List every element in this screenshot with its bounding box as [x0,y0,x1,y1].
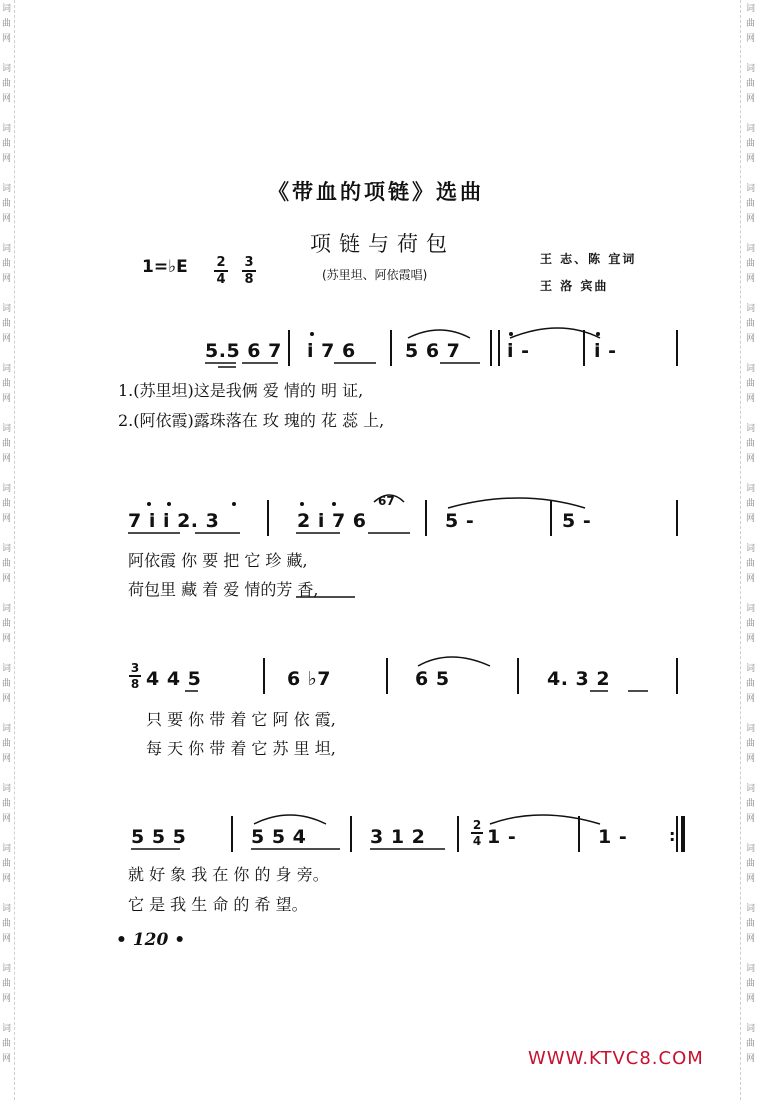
key-signature: 1=♭E [142,257,188,277]
system3-verse1-lyrics: 只 要 你 带 着 它 阿 依 霞, [146,710,336,729]
watermark-text: 词 曲 网 [746,64,756,104]
watermark-text: 词 曲 网 [2,424,12,464]
watermark-text: 词 曲 网 [746,964,756,1004]
watermark-text: 词 曲 网 [746,1024,756,1064]
watermark-text: 词 曲 网 [746,184,756,224]
system2-measure-2: 2 i 7 6 [297,510,367,532]
system4-verse2-lyrics: 它 是 我 生 命 的 希 望。 [128,895,308,914]
system4-measure-5: 1 - [598,826,628,848]
composer-credit: 王 洛 宾曲 [540,279,609,293]
watermark-text: 词 曲 网 [746,664,756,704]
watermark-text: 词 曲 网 [2,244,12,284]
time-signature-2-4: 2 4 [214,256,228,286]
watermark-text: 词 曲 网 [2,64,12,104]
watermark-text: 词 曲 网 [746,844,756,884]
watermark-text: 词 曲 网 [746,724,756,764]
system4-measure-1: 5 5 5 [131,826,187,848]
watermark-text: 词 曲 网 [2,304,12,344]
system3-verse2-lyrics: 每 天 你 带 着 它 苏 里 坦, [146,739,336,758]
watermark-text: 词 曲 网 [2,4,12,44]
system4-measure-3: 3 1 2 [370,826,426,848]
watermark-text: 词 曲 网 [746,304,756,344]
system3-measure-1: 4 4 5 [146,668,202,690]
lyricist-credit: 王 志、陈 宜词 [540,252,637,266]
watermark-text: 词 曲 网 [2,784,12,824]
system1-verse2-lyrics: 2.(阿依霞)露珠落在 玫 瑰的 花 蕊 上, [118,411,385,430]
watermark-text: 词 曲 网 [746,604,756,644]
watermark-text: 词 曲 网 [2,184,12,224]
site-url[interactable]: WWW.KTVC8.COM [528,1048,704,1069]
system4-verse1-lyrics: 就 好 象 我 在 你 的 身 旁。 [128,865,329,884]
time-signature-3-8: 3 8 [242,256,256,286]
system2-measure-3: 5 - [445,510,475,532]
repeat-dots: : [669,826,676,845]
system3-measure-2: 6 ♭7 [287,668,332,690]
watermark-text: 词 曲 网 [2,484,12,524]
watermark-text: 词 曲 网 [746,484,756,524]
song-collection-title: 《带血的项链》选曲 [268,180,484,204]
grace-notes: 67 [378,494,395,508]
watermark-text: 词 曲 网 [746,424,756,464]
system2-verse2-lyrics: 荷包里 藏 着 爱 情的芳 香, [128,580,319,599]
watermark-text: 词 曲 网 [746,904,756,944]
page-number: • 120 • [116,930,186,950]
watermark-text: 词 曲 网 [746,364,756,404]
watermark-text: 词 曲 网 [746,784,756,824]
time-signature-change: 2 4 [472,818,482,848]
watermark-text: 词 曲 网 [2,964,12,1004]
song-title: 项链与荷包 [310,232,455,256]
system3-measure-3: 6 5 [415,668,450,690]
system3-measure-4: 4. 3 2 [547,668,611,690]
system2-measure-4: 5 - [562,510,592,532]
system1-measure-4: i - [507,340,530,362]
system1-measure-3: 5 6 7 [405,340,461,362]
watermark-text: 词 曲 网 [2,604,12,644]
watermark-text: 词 曲 网 [2,904,12,944]
system4-measure-2: 5 5 4 [251,826,307,848]
watermark-text: 词 曲 网 [746,244,756,284]
singers-note: (苏里坦、阿依霞唱) [322,268,428,282]
system2-measure-1: 7 i i 2. 3 [128,510,220,532]
watermark-text: 词 曲 网 [2,664,12,704]
watermark-text: 词 曲 网 [746,124,756,164]
watermark-text: 词 曲 网 [2,544,12,584]
system2-verse1-lyrics: 阿依霞 你 要 把 它 珍 藏, [128,551,308,570]
system1-verse1-lyrics: 1.(苏里坦)这是我俩 爱 情的 明 证, [118,381,364,400]
watermark-text: 词 曲 网 [2,364,12,404]
watermark-text: 词 曲 网 [746,4,756,44]
watermark-text: 词 曲 网 [2,844,12,884]
system1-measure-1: 5.5 6 7 [205,340,282,362]
time-signature-change: 3 8 [130,661,140,691]
watermark-text: 词 曲 网 [2,124,12,164]
watermark-text: 词 曲 网 [746,544,756,584]
watermark-text: 词 曲 网 [2,1024,12,1064]
system4-measure-4: 1 - [487,826,517,848]
system1-measure-5: i - [594,340,617,362]
system1-measure-2: i 7 6 [307,340,356,362]
watermark-text: 词 曲 网 [2,724,12,764]
